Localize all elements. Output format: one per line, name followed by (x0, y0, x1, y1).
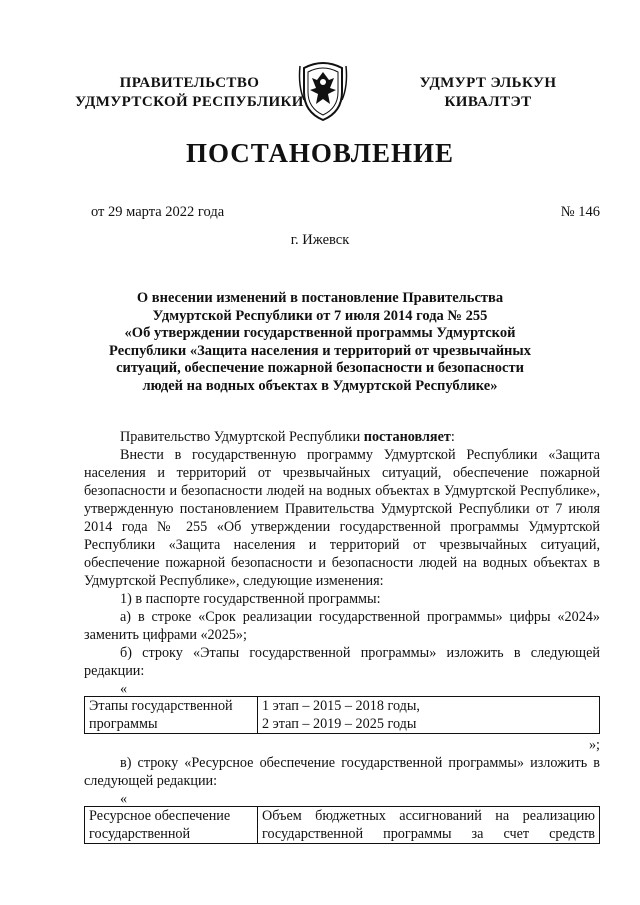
subject-line: «Об утверждении государственной программы Удмуртской (124, 325, 516, 341)
subject-line: людей на водных объектах в Удмуртской Республике» (142, 377, 498, 394)
header-right-line1: УДМУРТ ЭЛЬКУН (419, 75, 557, 91)
subject-line: Республики «Защита населения и территорий от чрезвычайных (109, 342, 531, 359)
header-left-line1: ПРАВИТЕЛЬСТВО (119, 75, 260, 91)
paragraph-item-v: в) строку «Ресурсное обеспечение государственной программы» изложить в следующей редакции: (84, 755, 600, 789)
cell-line: Этапы государственной (89, 698, 233, 714)
table-cell-value (258, 697, 600, 734)
quote-open: « (120, 681, 128, 697)
stages-table (84, 696, 600, 734)
paragraph-main: Внести в государственную программу Удмуртской Республики «Защита населения и территорий от чрезвычайных ситуаций, обеспечение пожарной безопасности и безопасности людей на водных объектах в Удмуртской Республике», утвержденную постановлением Правительства Удмуртской Республики от 7 июля 2014 года № 255 «Об утверждении государственной программы Удмуртской Республики «Защита населения и территорий от чрезвычайных ситуаций, обеспечение пожарной безопасности и безопасности людей на водных объектах в Удмуртской Республике», следующие изменения: (84, 447, 600, 589)
header-right-line2: КИВАЛТЭТ (444, 94, 532, 110)
header-left (62, 74, 317, 112)
paragraph-item-b: б) строку «Этапы государственной программы» изложить в следующей редакции: (84, 645, 600, 679)
intro-paragraph (84, 428, 600, 446)
cell-line: государственной (89, 826, 191, 842)
subject-line: О внесении изменений в постановление Правительства (136, 290, 504, 306)
cell-line: 2 этап – 2019 – 2025 годы (262, 716, 417, 732)
table-row (85, 697, 600, 734)
table-row (85, 807, 600, 844)
cell-line: программы (89, 716, 158, 732)
cell-line: Ресурсное обеспечение (89, 808, 231, 824)
intro-keyword: постановляет (363, 429, 451, 445)
paragraph-item-1: 1) в паспорте государственной программы: (120, 591, 381, 607)
cell-line: Объем бюджетных ассигнований на реализацию (262, 808, 595, 824)
intro-text: Правительство Удмуртской Республики (120, 429, 364, 445)
header-right (388, 74, 588, 112)
intro-end: : (450, 429, 455, 445)
table-cell-label (85, 807, 258, 844)
subject-line: ситуаций, обеспечение пожарной безопасности и безопасности (116, 360, 524, 376)
paragraph-item-a: а) в строке «Срок реализации государственной программы» цифры «2024» заменить цифрами «2025»; (84, 609, 600, 643)
quote-close: »; (588, 737, 600, 753)
resources-table (84, 806, 600, 844)
quote-open-2: « (120, 791, 128, 807)
table-cell-value (258, 807, 600, 844)
subject-line: Удмуртской Республики от 7 июля 2014 года № 255 (152, 307, 488, 324)
udmurt-coat-of-arms-icon (294, 56, 352, 124)
document-number: № 146 (560, 204, 600, 220)
header-left-line2: УДМУРТСКОЙ РЕСПУБЛИКИ (75, 94, 304, 110)
document-body (84, 428, 600, 844)
table-cell-label (85, 697, 258, 734)
document-date: от 29 марта 2022 года (91, 204, 225, 220)
cell-line: государственной программы за счет средств (262, 826, 595, 842)
document-subject (40, 290, 600, 395)
document-title: ПОСТАНОВЛЕНИЕ (185, 138, 455, 168)
cell-line: 1 этап – 2015 – 2018 годы, (262, 698, 420, 714)
document-city: г. Ижевск (290, 232, 350, 248)
